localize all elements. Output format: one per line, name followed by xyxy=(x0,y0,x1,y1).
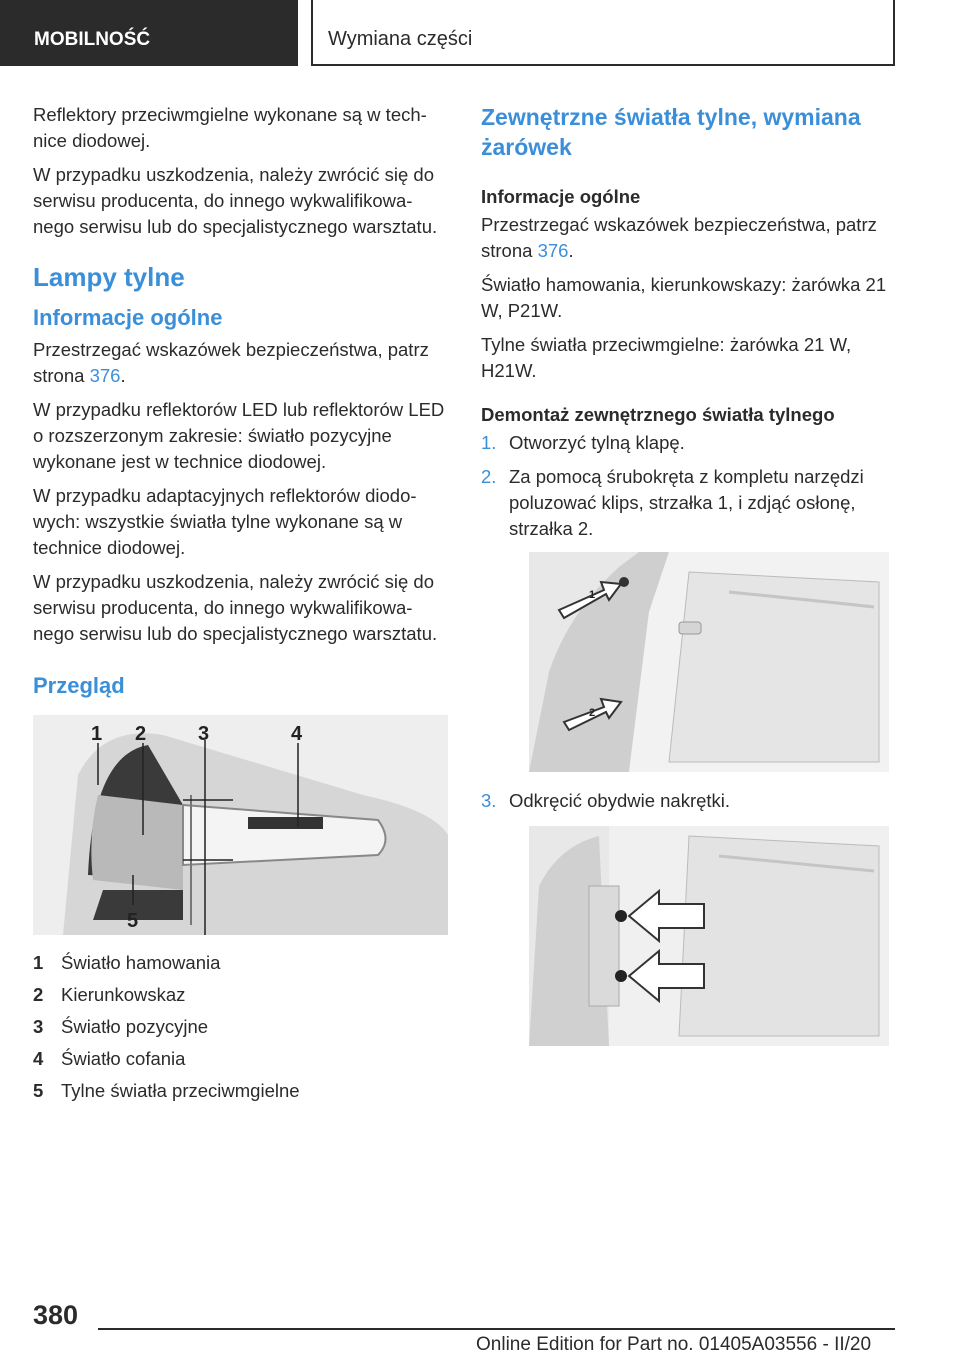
safety-paragraph: Przestrzegać wskazówek bezpieczeństwa, patrz strona 376. xyxy=(33,339,429,386)
trunk-cover-illustration xyxy=(529,552,889,772)
callout-1: 1 xyxy=(91,723,103,745)
page-number: 380 xyxy=(33,1300,79,1330)
page-link-376[interactable]: 376 xyxy=(89,365,121,386)
arrow-1-label: 1 xyxy=(589,589,596,601)
chapter-title: Wymiana części xyxy=(311,0,895,66)
nuts-figure xyxy=(529,826,889,1046)
nuts-illustration xyxy=(529,826,889,1046)
legend-item: 2 Kierunkowskaz xyxy=(33,984,186,1005)
section-tab: MOBILNOŚĆ xyxy=(0,0,298,66)
heading-informacje-ogolne-right: Informacje ogólne xyxy=(481,186,641,207)
legend-item: 1 Światło hamowania xyxy=(33,952,221,973)
callout-5: 5 xyxy=(127,910,139,932)
legend-item: 4 Światło cofania xyxy=(33,1048,186,1069)
heading-informacje-ogolne: Informacje ogólne xyxy=(33,305,223,330)
left-column xyxy=(33,102,448,1107)
heading-zewnetrzne-swiatla: Zewnętrzne światła tylne, wymiana żarówek xyxy=(481,104,861,160)
page-header xyxy=(0,0,960,66)
callout-4: 4 xyxy=(291,723,303,745)
heading-lampy-tylne: Lampy tylne xyxy=(33,262,185,292)
legend-item: 5 Tylne światła przeciwmgielne xyxy=(33,1080,300,1101)
steps-list-2 xyxy=(481,788,896,814)
taillight-illustration xyxy=(33,715,448,935)
arrow-2-label: 2 xyxy=(589,707,596,719)
heading-przeglad: Przegląd xyxy=(33,673,125,698)
step-item: 3. Odkręcić obydwie nakrętki. xyxy=(481,790,731,811)
brake-bulb-paragraph: Światło hamowania, kierunkowskazy: żarówka 21 W, P21W. xyxy=(481,274,887,321)
step-item: 1. Otworzyć tylną klapę. xyxy=(481,432,685,453)
damage-paragraph: W przypadku uszkodzenia, należy zwrócić się do serwisu producenta, do innego wykwalifikowa-nego serwisu lub do specjalistycznego warsztatu. xyxy=(33,571,438,644)
trunk-cover-figure xyxy=(529,552,889,772)
intro-paragraph-1: Reflektory przeciwmgielne wykonane są w tech-nice diodowej. xyxy=(33,104,427,151)
safety-paragraph-right: Przestrzegać wskazówek bezpieczeństwa, patrz strona 376. xyxy=(481,214,877,261)
taillight-figure xyxy=(33,715,448,935)
footer-divider xyxy=(98,1328,895,1330)
legend-list xyxy=(33,947,448,1107)
adaptive-paragraph: W przypadku adaptacyjnych reflektorów diodo-wych: wszystkie światła tylne wykonane są w technice diodowej. xyxy=(33,485,417,558)
led-paragraph: W przypadku reflektorów LED lub reflektorów LED o rozszerzonym zakresie: światło pozycyjne wykonane jest w technice diodowej. xyxy=(33,399,445,472)
fog-bulb-paragraph: Tylne światła przeciwmgielne: żarówka 21 W, H21W. xyxy=(481,334,852,381)
steps-list xyxy=(481,430,896,542)
callout-3: 3 xyxy=(198,723,210,745)
intro-paragraph-2: W przypadku uszkodzenia, należy zwrócić się do serwisu producenta, do innego wykwalifikowa-nego serwisu lub do specjalistycznego warsztatu. xyxy=(33,164,438,237)
edition-text: Online Edition for Part no. 01405A03556 - II/20 xyxy=(476,1334,872,1355)
page-link-376-right[interactable]: 376 xyxy=(537,240,569,261)
step-item: 2. Za pomocą śrubokręta z kompletu narzędzi poluzować klips, strzałka 1, i zdjąć osłonę, strzałka 2. xyxy=(481,466,864,539)
heading-demontaz: Demontaż zewnętrznego światła tylnego xyxy=(481,404,835,425)
callout-2: 2 xyxy=(135,723,147,745)
right-column xyxy=(481,102,896,1046)
legend-item: 3 Światło pozycyjne xyxy=(33,1016,209,1037)
